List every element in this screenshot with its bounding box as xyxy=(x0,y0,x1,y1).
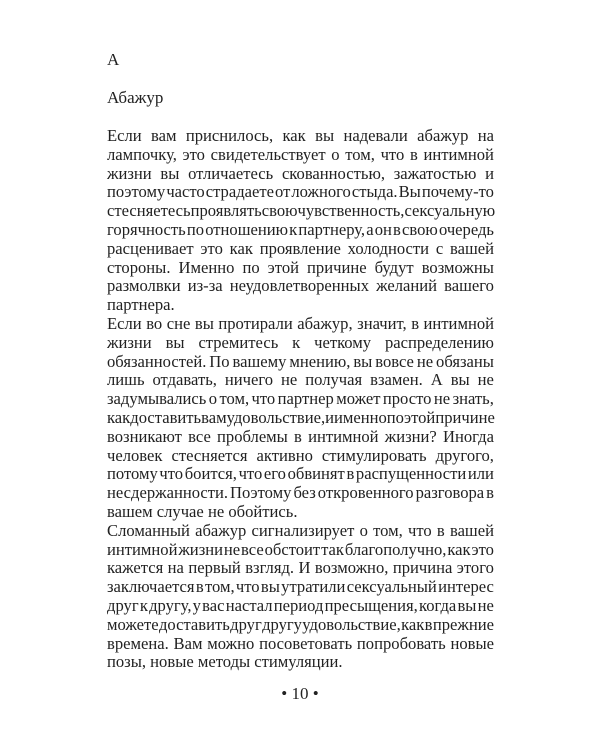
text-line: заключается в том, что вы утратили сексуальный интерес xyxy=(107,577,494,597)
entry-body xyxy=(107,127,494,672)
text-line: расценивает это как проявление холодности с вашей xyxy=(107,238,494,258)
text-line: задумывались о том, что партнер может просто не знать, xyxy=(107,389,494,409)
text-line: кажется на первый взгляд. И возможно, причина этого xyxy=(107,558,494,578)
text-line: Если во сне вы протирали абажур, значит, в интимной xyxy=(107,313,494,333)
paragraph xyxy=(107,522,494,672)
text-line: горячность по отношению к партнеру, а он в свою очередь xyxy=(107,219,494,239)
text-line: возникают все проблемы в интимной жизни? Иногда xyxy=(107,426,494,446)
text-line: можете доставить друг другу удовольствие, как в прежние xyxy=(107,614,494,634)
text-line: обязанностей. По вашему мнению, вы вовсе не обязаны xyxy=(107,351,494,371)
text-line: лишь отдавать, ничего не получая взамен. А вы не xyxy=(107,370,494,390)
text-line: друг к другу, у вас настал период пресыщения, когда вы не xyxy=(107,595,494,615)
text-line: Если вам приснилось, как вы надевали абажур на xyxy=(107,126,494,145)
text-line: стороны. Именно по этой причине будут возможны xyxy=(107,257,494,277)
text-line: жизни вы отличаетесь скованностью, зажатостью и xyxy=(107,163,494,183)
text-line: стесняетесь проявлять свою чувственность, сексуальную xyxy=(107,201,496,221)
text-line: лампочку, это свидетельствует о том, что в интимной xyxy=(107,144,494,164)
text-line: человек стесняется активно стимулировать другого, xyxy=(107,445,494,465)
text-line: потому что боится, что его обвинят в распущенности или xyxy=(107,464,494,484)
text-line: партнера. xyxy=(107,295,175,315)
page-number: • 10 • xyxy=(281,684,319,703)
text-line: как доставить вам удовольствие, и именно по этой причине xyxy=(107,407,495,427)
text-line: жизни вы стремитесь к четкому распределению xyxy=(107,332,494,352)
text-line: размолвки из-за неудовлетворенных желаний вашего xyxy=(107,276,494,296)
paragraph xyxy=(107,127,494,315)
text-line: Сломанный абажур сигнализирует о том, что в вашей xyxy=(107,520,494,540)
text-line: поэтому часто страдаете от ложного стыда. Вы почему-то xyxy=(107,182,494,202)
text-line: вашем случае не обойтись. xyxy=(107,501,298,521)
entry-heading: Абажур xyxy=(107,88,164,107)
text-line: позы, новые методы стимуляции. xyxy=(107,652,343,672)
text-line: несдержанности. Поэтому без откровенного разговора в xyxy=(107,483,494,503)
text-line: интимной жизни не все обстоит так благополучно, как это xyxy=(107,539,494,559)
paragraph xyxy=(107,315,494,522)
section-letter: А xyxy=(107,50,120,69)
text-line: времена. Вам можно посоветовать попробовать новые xyxy=(107,633,494,653)
